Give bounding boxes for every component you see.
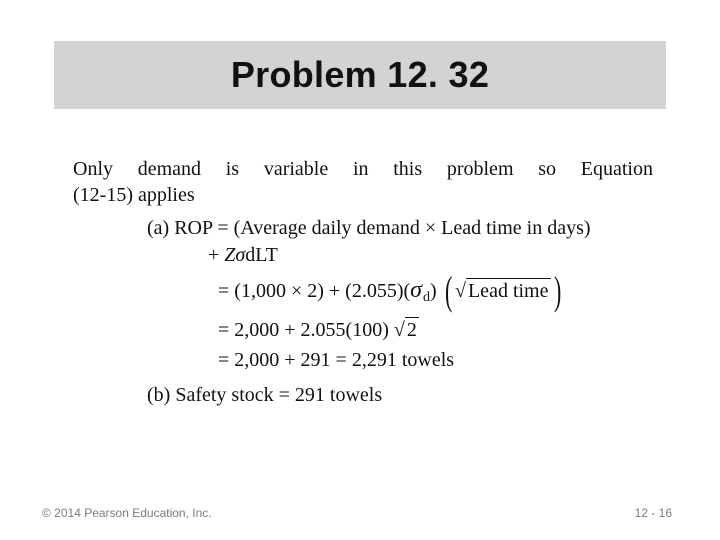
z-symbol: Z [224, 244, 236, 266]
close-paren: ) [429, 280, 437, 302]
part-b-line: (b) Safety stock = 291 towels [147, 384, 383, 406]
sigma-symbol: σ [235, 244, 246, 266]
step-3-line: = 2,000 + 291 = 2,291 towels [218, 349, 455, 371]
copyright-footer: © 2014 Pearson Education, Inc. [42, 506, 212, 520]
slide-title: Problem 12. 32 [230, 54, 490, 95]
right-big-paren: ) [553, 268, 561, 313]
plus-sign: + [208, 244, 220, 266]
part-a-line [147, 216, 591, 240]
intro-line-1 [73, 156, 653, 182]
intro-word: Equation [580, 158, 653, 180]
two-radicand: 2 [406, 319, 417, 341]
sigma-subscript: d [422, 290, 430, 305]
step-1-line [218, 268, 564, 313]
title-bar [54, 41, 666, 109]
sqrt-icon: √ [393, 319, 405, 341]
sigma-d-symbol: σ [410, 277, 422, 303]
intro-line-2: (12-15) applies [73, 184, 195, 206]
intro-word: Only [73, 158, 113, 180]
intro-word: problem [446, 158, 514, 180]
intro-word: so [538, 158, 557, 180]
part-a-rhs: = (Average daily demand × Lead time in days) [217, 217, 591, 239]
part-a-continuation [208, 243, 278, 267]
intro-word: is [225, 158, 240, 180]
step-1-text: = (1,000 × 2) + (2.055)( [218, 280, 411, 302]
intro-word: variable [263, 158, 329, 180]
intro-word: demand [137, 158, 202, 180]
dlt-text: dLT [245, 244, 278, 266]
step-2-line [218, 318, 419, 342]
left-big-paren: ( [444, 268, 452, 313]
intro-paragraph [73, 156, 653, 208]
sqrt-icon: √ [454, 280, 466, 302]
intro-word: in [352, 158, 369, 180]
intro-word: this [393, 158, 423, 180]
step-2-text: = 2,000 + 2.055(100) [218, 319, 389, 341]
part-a-label: (a) ROP [147, 217, 213, 239]
lead-time-radicand: Lead time [467, 280, 549, 302]
page-number: 12 - 16 [634, 506, 672, 520]
